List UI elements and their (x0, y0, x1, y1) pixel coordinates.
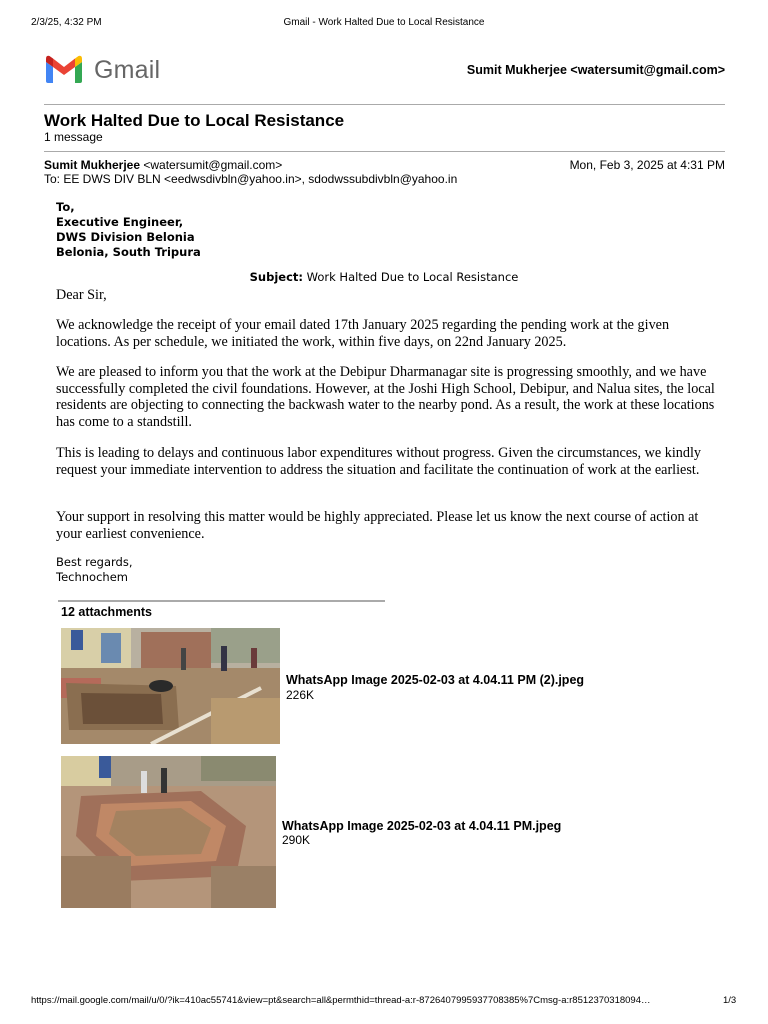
message-divider (44, 151, 725, 152)
paragraph-4: Your support in resolving this matter would be highly appreciated. Please let us know the next course of action at your earliest convenience. (56, 509, 699, 542)
sender-name: Sumit Mukherjee (44, 158, 141, 172)
sign-off (56, 555, 133, 585)
attachment-thumbnail[interactable] (61, 756, 276, 908)
gmail-logo (44, 54, 166, 86)
message-count: 1 message (44, 130, 103, 144)
recipient-address (56, 200, 201, 260)
paragraph-2: We are pleased to inform you that the work at the Debipur Dharmanagar site is progressing smoothly, and we have successfully completed the civil foundations. However, at the Joshi High School, Debipur, and Nalua sites, the local residents are objecting to connecting the backwash water to the nearby pond. As a result, the work at these locations has come to a standstill. (56, 364, 715, 430)
attachments-title: 12 attachments (61, 605, 153, 619)
sender (44, 158, 282, 172)
attachment-size: 226K (286, 688, 315, 702)
header-divider (44, 104, 725, 105)
letter-subject (0, 270, 768, 285)
gmail-m-icon (44, 54, 84, 84)
thread-subject: Work Halted Due to Local Resistance (44, 111, 345, 130)
paragraph-3: This is leading to delays and continuous labor expenditures without progress. Given the circumstances, we kindly request your immediate intervention to address the situation and facilitate the continuation of work at the earliest. (56, 445, 701, 478)
recipients: To: EE DWS DIV BLN <eedwsdivbln@yahoo.in>, sdodwssubdivbln@yahoo.in (44, 172, 458, 186)
print-url: https://mail.google.com/mail/u/0/?ik=410ac55741&view=pt&search=all&permthid=thread-a:r-8726407995937708385%7Cmsg-a:r8512370318094… (31, 995, 651, 1006)
attachment-filename[interactable]: WhatsApp Image 2025-02-03 at 4.04.11 PM.jpeg (282, 819, 562, 833)
address-line: DWS Division Belonia (56, 230, 195, 244)
attachment-filename[interactable]: WhatsApp Image 2025-02-03 at 4.04.11 PM (2).jpeg (286, 673, 585, 687)
construction-photo-1 (61, 628, 280, 744)
letter-subject-text: Work Halted Due to Local Resistance (302, 270, 519, 284)
letter-subject-label: Subject: (249, 270, 303, 284)
salutation: Dear Sir, (56, 287, 107, 303)
address-line: Executive Engineer, (56, 215, 184, 229)
gmail-logo-text: Gmail (94, 56, 161, 84)
closing: Best regards, (56, 555, 133, 569)
signature: Technochem (56, 570, 128, 584)
message-date: Mon, Feb 3, 2025 at 4:31 PM (569, 158, 725, 172)
construction-photo-2 (61, 756, 276, 908)
print-page-number: 1/3 (723, 995, 737, 1006)
print-datetime: 2/3/25, 4:32 PM (31, 17, 102, 28)
address-line: Belonia, South Tripura (56, 245, 201, 259)
attachment-thumbnail[interactable] (61, 628, 280, 744)
account-name: Sumit Mukherjee <watersumit@gmail.com> (466, 63, 725, 77)
attachment-size: 290K (282, 833, 311, 847)
paragraph-1: We acknowledge the receipt of your email dated 17th January 2025 regarding the pending work at the given locations. As per schedule, we initiated the work, within five days, on 22nd January 2025. (56, 317, 670, 350)
attachments-divider (58, 600, 385, 602)
address-line: To, (56, 200, 75, 214)
sender-email: <watersumit@gmail.com> (143, 158, 283, 172)
print-page-title: Gmail - Work Halted Due to Local Resistance (283, 17, 485, 28)
